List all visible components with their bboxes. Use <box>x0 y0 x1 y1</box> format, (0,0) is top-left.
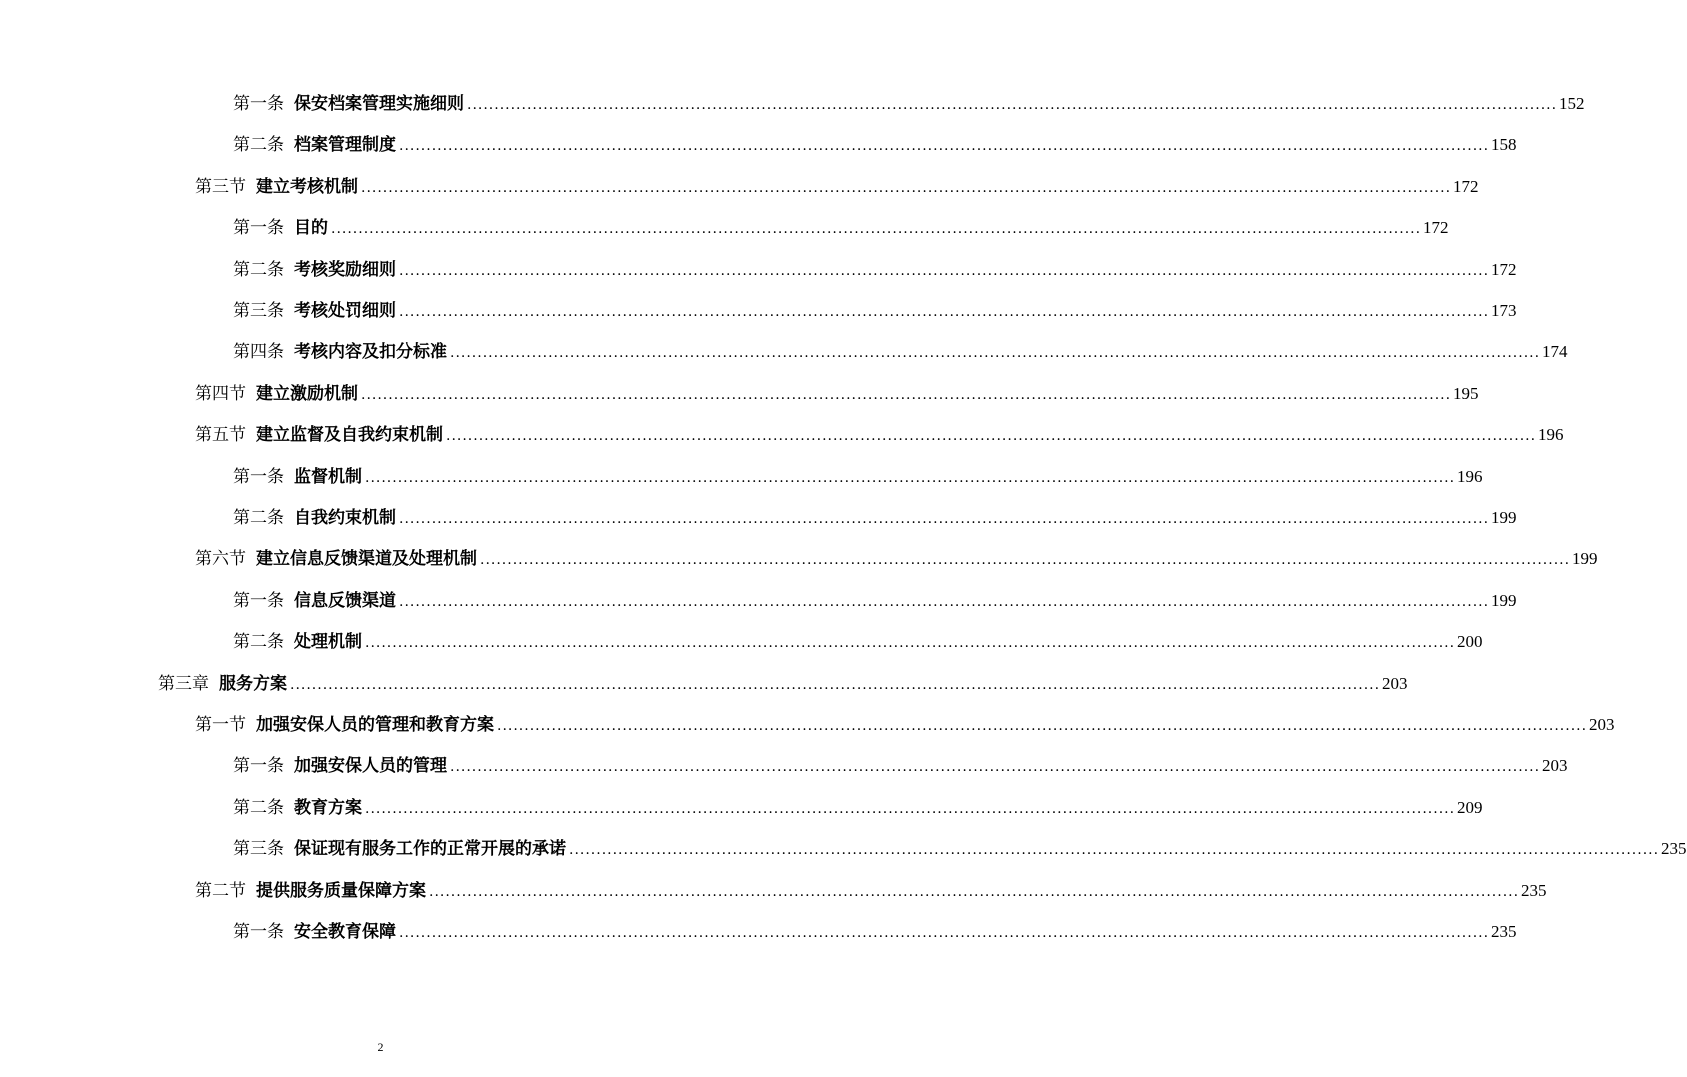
toc-entry[interactable] <box>233 255 1517 285</box>
toc-entry-page: 200 <box>1457 632 1483 652</box>
toc-entry-page: 235 <box>1521 880 1547 900</box>
toc-entry-page: 152 <box>1559 94 1585 113</box>
toc-leader-dots: ........................................................................................................................................................................................................ <box>290 676 1381 693</box>
toc-entry-number: 第二条 <box>233 632 284 653</box>
toc-entry[interactable] <box>233 337 1568 367</box>
toc-entry-number: 第六节 <box>195 549 246 570</box>
toc-entry[interactable] <box>233 627 1483 657</box>
toc-entry-page: 173 <box>1491 301 1517 320</box>
toc-entry-page: 203 <box>1589 715 1615 734</box>
toc-entry-number: 第二条 <box>233 508 284 528</box>
toc-leader-dots: ........................................................................................................................................................................................................ <box>399 511 1490 527</box>
toc-leader-dots: ........................................................................................................................................................................................................ <box>361 179 1452 196</box>
toc-entry-page: 203 <box>1382 673 1408 693</box>
toc-entry-title: 信息反馈渠道 <box>294 590 396 611</box>
toc-leader-dots: ........................................................................................................................................................................................................ <box>450 345 1541 362</box>
toc-entry-title: 档案管理制度 <box>294 135 396 156</box>
toc-entry-number: 第一条 <box>233 94 284 114</box>
toc-entry-title: 监督机制 <box>294 466 362 487</box>
toc-leader-dots: ........................................................................................................................................................................................................ <box>467 97 1558 113</box>
toc-entry-number: 第二节 <box>195 880 246 901</box>
toc-entry-title: 提供服务质量保障方案 <box>256 880 426 901</box>
toc-leader-dots: ........................................................................................................................................................................................................ <box>365 635 1456 652</box>
toc-entry-number: 第一节 <box>195 715 246 735</box>
toc-entry[interactable] <box>233 793 1483 823</box>
toc-entry-title: 服务方案 <box>219 673 287 694</box>
toc-leader-dots: ........................................................................................................................................................................................................ <box>399 304 1490 320</box>
toc-entry-title: 教育方案 <box>294 797 362 818</box>
toc-entry[interactable] <box>233 213 1449 243</box>
toc-entry[interactable] <box>195 172 1479 202</box>
toc-entry-title: 加强安保人员的管理 <box>294 756 447 777</box>
toc-entry-number: 第四节 <box>195 383 246 404</box>
toc-entry-page: 172 <box>1453 176 1479 196</box>
toc-entry-number: 第一条 <box>233 922 284 942</box>
toc-entry-page: 199 <box>1491 590 1517 610</box>
page-number: 2 <box>377 1040 384 1054</box>
toc-entry-number: 第五节 <box>195 425 246 446</box>
toc-entry-title: 建立信息反馈渠道及处理机制 <box>256 549 477 570</box>
toc-entry-title: 考核内容及扣分标准 <box>294 342 447 363</box>
toc-entry-title: 自我约束机制 <box>294 508 396 528</box>
toc-entry-page: 235 <box>1661 839 1687 859</box>
toc-entry-page: 199 <box>1572 549 1598 569</box>
toc-entry[interactable] <box>233 586 1517 616</box>
toc-leader-dots: ........................................................................................................................................................................................................ <box>446 428 1537 445</box>
toc-entry-page: 235 <box>1491 922 1517 941</box>
toc-entry-title: 建立监督及自我约束机制 <box>256 425 443 446</box>
toc-leader-dots: ........................................................................................................................................................................................................ <box>399 925 1490 941</box>
toc-entry-number: 第一条 <box>233 466 284 487</box>
toc-entry-title: 建立激励机制 <box>256 383 358 404</box>
toc-leader-dots: ........................................................................................................................................................................................................ <box>497 718 1588 734</box>
toc-entry-page: 196 <box>1538 425 1564 445</box>
toc-entry-number: 第三章 <box>158 673 209 694</box>
toc-entry-page: 196 <box>1457 466 1483 486</box>
toc-entry-page: 209 <box>1457 797 1483 817</box>
toc-entry-title: 考核处罚细则 <box>294 301 396 321</box>
toc-entry-page: 203 <box>1542 756 1568 776</box>
toc-leader-dots: ........................................................................................................................................................................................................ <box>361 386 1452 403</box>
toc-entry-page: 195 <box>1453 383 1479 403</box>
toc-entry-page: 174 <box>1542 342 1568 362</box>
toc-entry-page: 172 <box>1491 259 1517 279</box>
toc-entry-title: 加强安保人员的管理和教育方案 <box>256 715 494 735</box>
toc-entry-number: 第三节 <box>195 176 246 197</box>
toc-leader-dots: ........................................................................................................................................................................................................ <box>331 221 1422 238</box>
toc-leader-dots: ........................................................................................................................................................................................................ <box>365 800 1456 817</box>
toc-entry[interactable] <box>233 89 1585 119</box>
toc-leader-dots: ........................................................................................................................................................................................................ <box>429 883 1520 900</box>
toc-entry-number: 第二条 <box>233 797 284 818</box>
toc-entry-number: 第三条 <box>233 301 284 321</box>
toc-leader-dots: ........................................................................................................................................................................................................ <box>399 138 1490 155</box>
toc-entry[interactable] <box>233 503 1517 533</box>
toc-leader-dots: ........................................................................................................................................................................................................ <box>399 593 1490 610</box>
toc-entry-number: 第二条 <box>233 135 284 156</box>
toc-entry[interactable] <box>158 669 1408 699</box>
toc-entry-title: 保证现有服务工作的正常开展的承诺 <box>294 839 566 860</box>
toc-entry-title: 保安档案管理实施细则 <box>294 94 464 114</box>
toc-entry[interactable] <box>195 420 1564 450</box>
toc-entry-page: 158 <box>1491 135 1517 155</box>
toc-leader-dots: ........................................................................................................................................................................................................ <box>450 759 1541 776</box>
toc-entry-title: 处理机制 <box>294 632 362 653</box>
toc-entry-number: 第二条 <box>233 259 284 280</box>
toc-entry-title: 建立考核机制 <box>256 176 358 197</box>
toc-entry[interactable] <box>195 876 1547 906</box>
toc-leader-dots: ........................................................................................................................................................................................................ <box>480 552 1571 569</box>
toc-entry-page: 172 <box>1423 218 1449 238</box>
toc-entry-number: 第三条 <box>233 839 284 860</box>
toc-entry-number: 第四条 <box>233 342 284 363</box>
toc-entry[interactable] <box>233 462 1483 492</box>
toc-leader-dots: ........................................................................................................................................................................................................ <box>365 469 1456 486</box>
toc-entry[interactable] <box>233 130 1517 160</box>
toc-entry-number: 第一条 <box>233 756 284 777</box>
toc-leader-dots: ........................................................................................................................................................................................................ <box>399 262 1490 279</box>
toc-entry[interactable] <box>233 917 1517 947</box>
toc-entry[interactable] <box>233 296 1517 326</box>
toc-leader-dots: ........................................................................................................................................................................................................ <box>569 842 1660 859</box>
toc-entry[interactable] <box>233 751 1568 781</box>
toc-entry[interactable] <box>195 544 1598 574</box>
toc-entry-page: 199 <box>1491 508 1517 527</box>
toc-entry[interactable] <box>195 379 1479 409</box>
toc-entry[interactable] <box>233 834 1687 864</box>
toc-entry-title: 目的 <box>294 218 328 239</box>
toc-entry[interactable] <box>195 710 1615 740</box>
toc-entry-title: 安全教育保障 <box>294 922 396 942</box>
toc-entry-number: 第一条 <box>233 590 284 611</box>
toc-entry-title: 考核奖励细则 <box>294 259 396 280</box>
toc-entry-number: 第一条 <box>233 218 284 239</box>
